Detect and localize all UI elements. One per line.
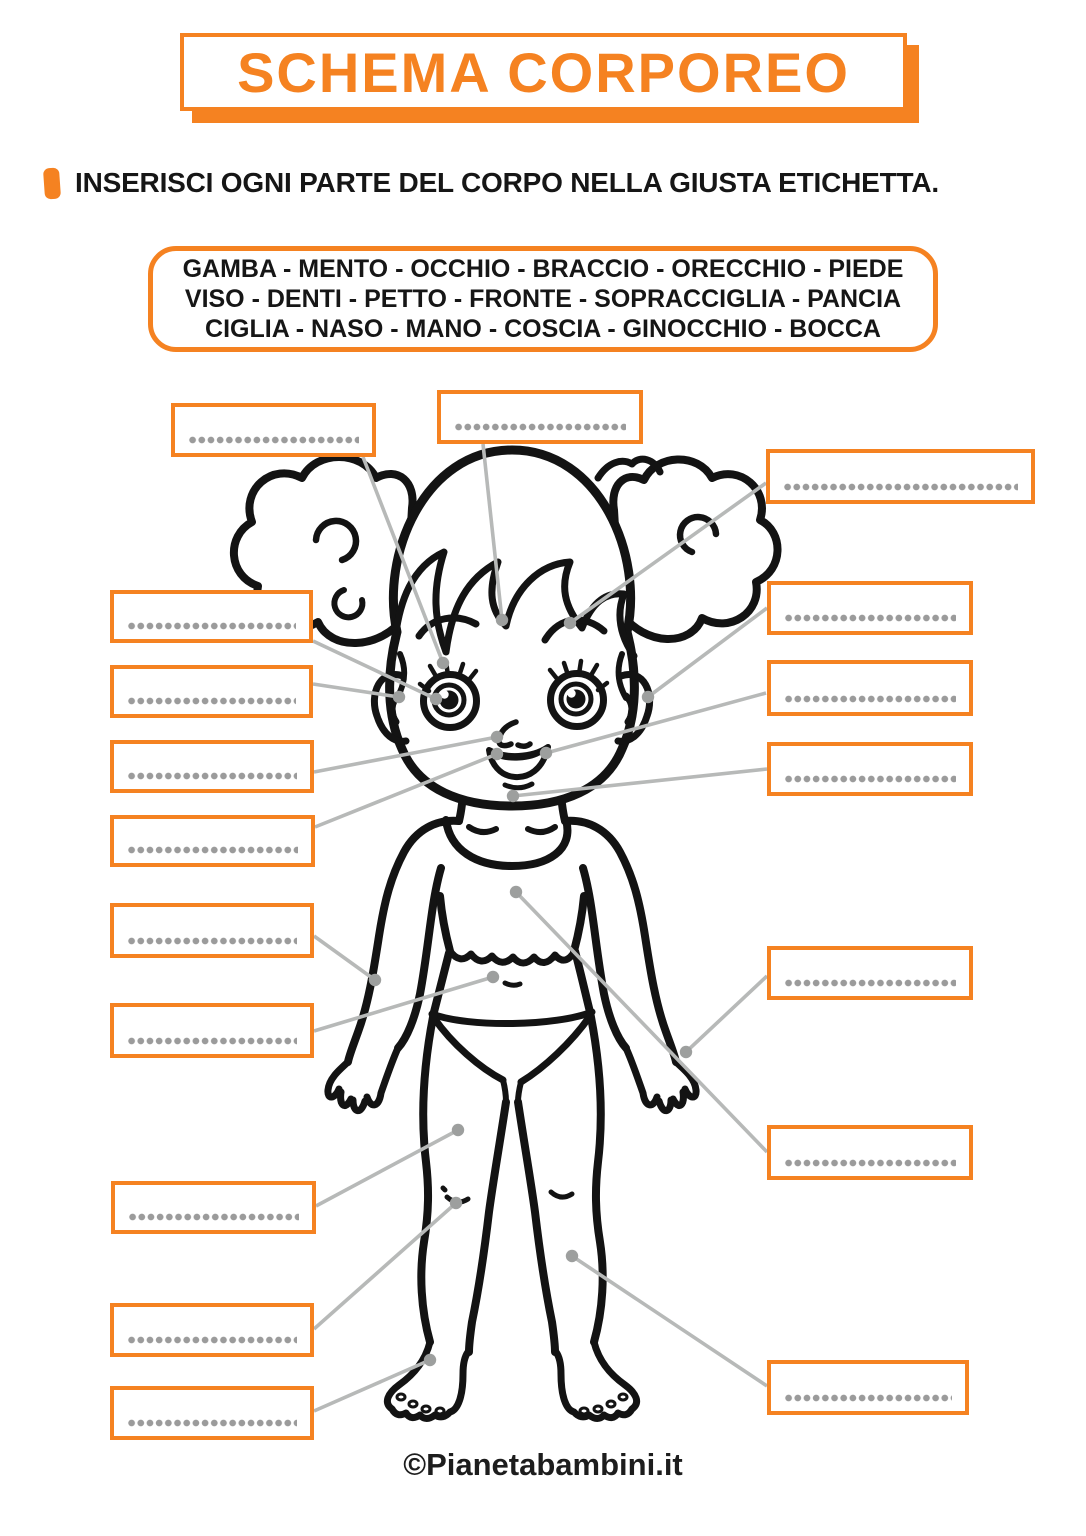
word-bank-line: GAMBA - MENTO - OCCHIO - BRACCIO - ORECCHIO - PIEDE (182, 255, 904, 283)
answer-box-piede[interactable] (110, 1386, 314, 1440)
answer-box-fronte[interactable] (437, 390, 643, 444)
dotted-write-line (127, 697, 296, 705)
answer-box-pancia[interactable] (110, 1003, 314, 1058)
footer-credit: ©Pianetabambini.it (403, 1447, 683, 1482)
answer-box-denti[interactable] (767, 660, 973, 716)
dotted-write-line (783, 483, 1018, 491)
dotted-write-line (127, 1419, 297, 1427)
dotted-write-line (127, 1037, 297, 1045)
instruction-text: INSERISCI OGNI PARTE DEL CORPO NELLA GIUSTA ETICHETTA. (75, 167, 939, 198)
answer-box-naso[interactable] (110, 740, 314, 793)
page-title: SCHEMA CORPOREO (237, 40, 850, 104)
dotted-write-line (784, 1159, 956, 1167)
dotted-write-line (127, 937, 297, 945)
dotted-write-line (127, 846, 298, 854)
answer-box-sopracciglia[interactable] (766, 449, 1035, 504)
answer-box-ciglia[interactable] (171, 403, 376, 457)
word-bank-line: CIGLIA - NASO - MANO - COSCIA - GINOCCHIO - BOCCA (205, 315, 881, 343)
answer-box-gamba[interactable] (767, 1360, 969, 1415)
dotted-write-line (784, 1394, 952, 1402)
answer-box-mano[interactable] (767, 946, 973, 1000)
dotted-write-line (784, 695, 956, 703)
word-bank-line: VISO - DENTI - PETTO - FRONTE - SOPRACCIGLIA - PANCIA (184, 285, 902, 313)
dotted-write-line (128, 1213, 299, 1221)
answer-box-petto[interactable] (767, 1125, 973, 1180)
answer-box-mento[interactable] (767, 742, 973, 796)
answer-box-orecchio[interactable] (110, 665, 313, 718)
dotted-write-line (127, 622, 296, 630)
answer-box-bocca[interactable] (110, 815, 315, 867)
dotted-write-line (784, 614, 956, 622)
answer-box-braccio[interactable] (110, 903, 314, 958)
answer-box-ginocchio[interactable] (110, 1303, 314, 1357)
dotted-write-line (127, 772, 297, 780)
dotted-write-line (784, 775, 956, 783)
answer-box-coscia[interactable] (111, 1181, 316, 1234)
answer-box-viso[interactable] (767, 581, 973, 635)
dotted-write-line (188, 436, 359, 444)
dotted-write-line (127, 1336, 297, 1344)
answer-box-occhio[interactable] (110, 590, 313, 643)
dotted-write-line (784, 979, 956, 987)
dotted-write-line (454, 423, 626, 431)
